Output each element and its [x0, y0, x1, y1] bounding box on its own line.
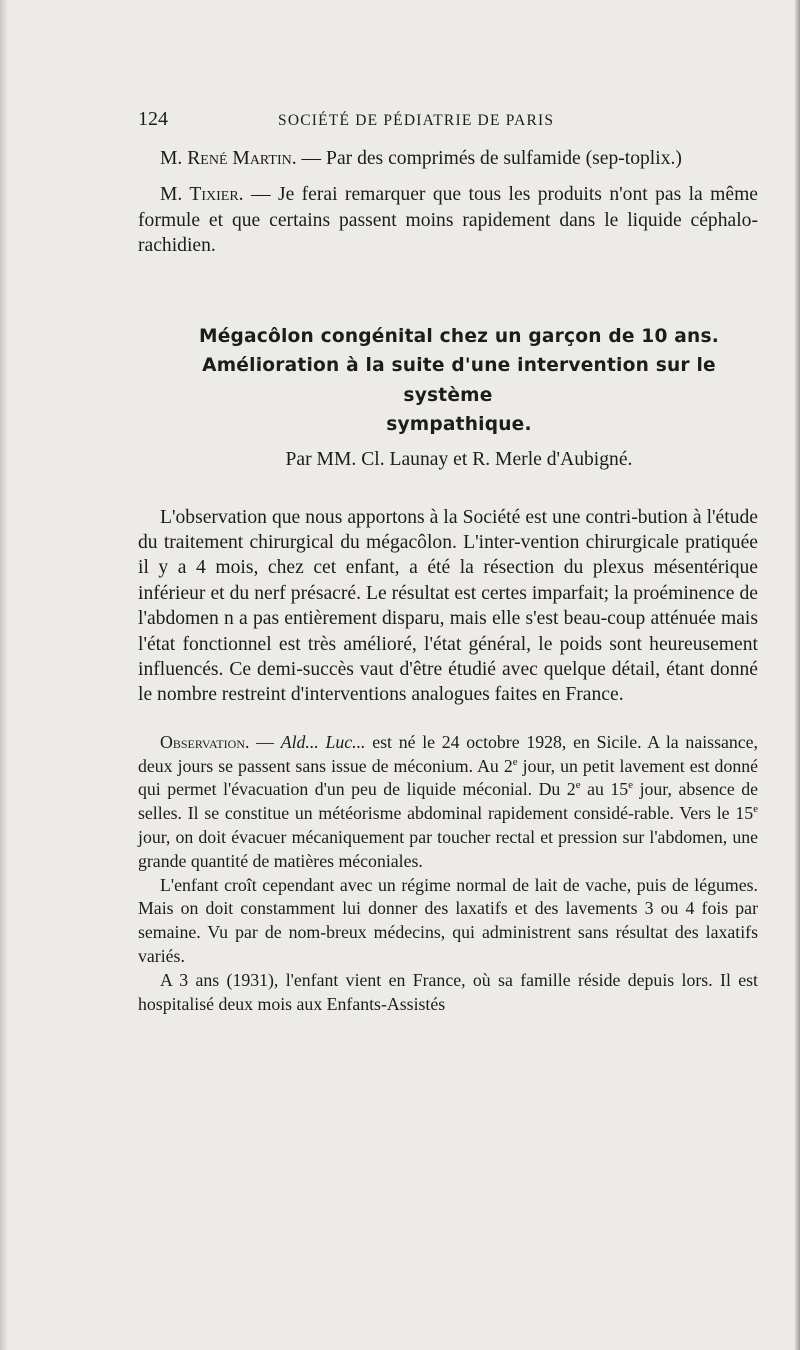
page-number: 124	[138, 108, 168, 130]
page-edge-shadow	[794, 0, 800, 1350]
speaker-name: M. René Martin.	[160, 148, 297, 169]
page-header	[138, 108, 758, 138]
document-page	[138, 108, 758, 1016]
patient-name: Ald... Luc...	[280, 731, 366, 752]
article-title-line: Amélioration à la suite d'une intervention sur le système	[202, 355, 716, 406]
discussion-text: — Par des comprimés de sulfamide (sep-toplix.)	[296, 148, 682, 169]
article-intro-paragraph: L'observation que nous apportons à la Société est une contri-bution à l'étude du traitement chirurgical du mégacôlon. L'inter-vention chirurgicale pratiquée il y a 4 mois, chez cet enfant, a été la résection du plexus mésentérique inférieur et du nerf présacré. Le résultat est certes imparfait; la proéminence de l'abdomen n a pas entièrement disparu, mais elle s'est beau-coup atténuée mais l'état fonctionnel est très amélioré, l'état général, le poids sont heureusement influencés. Ce demi-succès vaut d'être étudié avec quelque détail, étant donné le nombre restreint d'interventions analogues faites en France.	[138, 506, 758, 706]
article-title-line: sympathique.	[386, 414, 532, 436]
observation-text: est né le 24 octobre 1928, en Sicile. A la naissance, deux jours se passent sans issue de méconium. Au 2	[138, 731, 759, 776]
discussion-paragraph-tixier	[138, 182, 758, 258]
discussion-paragraph-martin	[138, 146, 758, 171]
observation-label: Observation.	[160, 731, 250, 752]
observation-paragraph	[138, 731, 758, 874]
running-title: SOCIÉTÉ DE PÉDIATRIE DE PARIS	[278, 112, 555, 129]
superscript: e	[575, 779, 581, 792]
article-authors: Par MM. Cl. Launay et R. Merle d'Aubigné.	[285, 448, 633, 470]
superscript: e	[512, 755, 518, 768]
article-title	[138, 322, 758, 440]
page-spine-shadow	[0, 0, 8, 1350]
observation-paragraph: A 3 ans (1931), l'enfant vient en France, où sa famille réside depuis lors. Il est hospitalisé deux mois aux Enfants-Assistés	[138, 969, 758, 1014]
observation-text: au 15	[580, 779, 629, 800]
superscript: e	[628, 779, 634, 792]
superscript: e	[753, 803, 758, 816]
speaker-name: M. Tixier.	[160, 184, 244, 206]
article-title-line: Mégacôlon congénital chez un garçon de 10 ans.	[199, 325, 719, 347]
observation-section	[138, 731, 758, 1017]
discussion-text: — Je ferai remarquer que tous les produits n'ont pas la même formule et que certains passent moins rapidement dans le liquide céphalo-rachidien.	[138, 184, 759, 257]
dash: —	[249, 731, 281, 752]
observation-text: jour, un petit lavement est donné qui permet l'évacuation d'un peu de liquide méconial. Du 2	[138, 755, 759, 800]
observation-text: jour, on doit évacuer mécaniquement par toucher rectal et pression sur l'abdomen, une grande quantité de matières méconiales.	[138, 827, 758, 871]
observation-paragraph: L'enfant croît cependant avec un régime normal de lait de vache, puis de légumes. Mais on doit constamment lui donner des laxatifs et des lavements 3 ou 4 fois par semaine. Vu par de nom-breux médecins, qui administrent sans résultat des laxatifs variés.	[138, 874, 758, 967]
observation-text: jour, absence de selles. Il se constitue un météorisme abdominal rapidement considé-rable. Vers le 15	[138, 779, 758, 824]
